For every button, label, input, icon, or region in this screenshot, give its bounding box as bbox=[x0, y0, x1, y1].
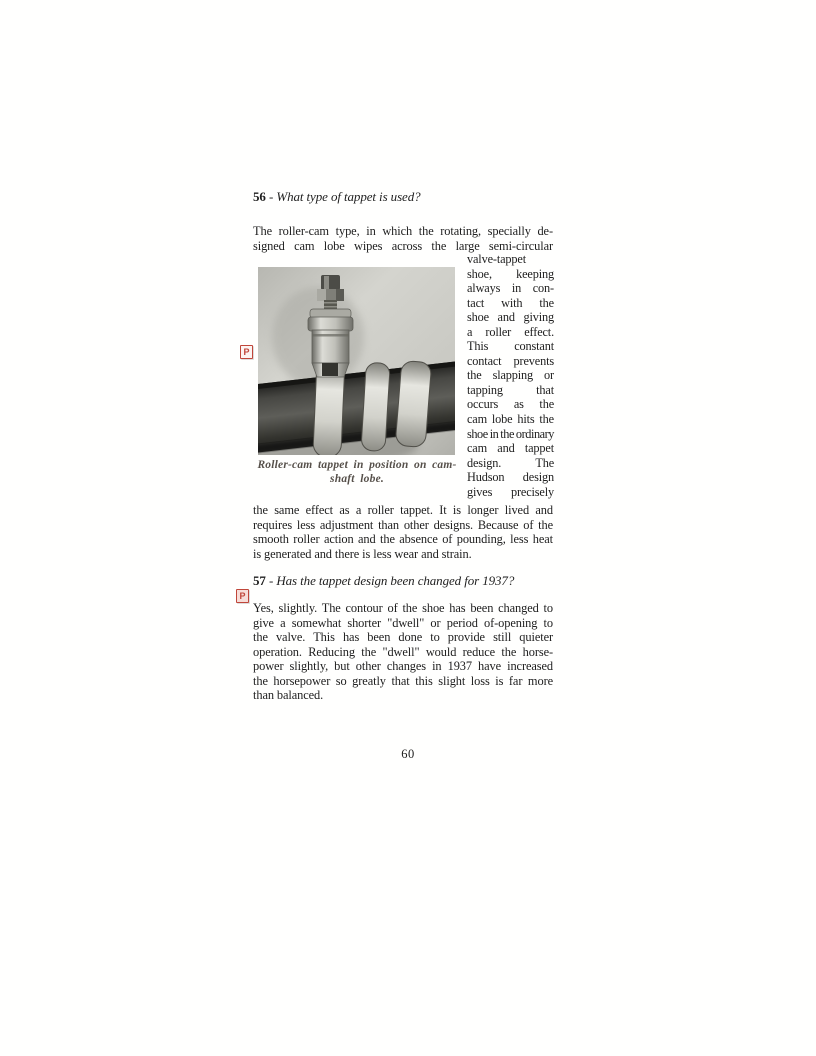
camshaft-tappet-photo bbox=[258, 267, 455, 455]
q56-closing-line: the same effect as a roller tappet. It is longer lived and bbox=[253, 503, 553, 517]
question-57-number: 57 bbox=[253, 573, 266, 588]
q57-answer-line: than balanced. bbox=[253, 688, 324, 703]
question-56-separator: - bbox=[268, 189, 274, 204]
q56-intro-line: The roller-cam type, in which the rotating, specially de- bbox=[253, 224, 553, 238]
q56-intro-line: signed cam lobe wipes across the large semi-circular bbox=[253, 238, 553, 253]
q56-column-line: Hudson design bbox=[467, 470, 554, 485]
q56-column-line: tapping that bbox=[467, 382, 554, 397]
q56-right-column-paragraph bbox=[467, 252, 554, 499]
q56-column-line: design. The bbox=[467, 455, 554, 470]
q56-closing-paragraph bbox=[253, 503, 553, 561]
q57-answer-line: the valve. This has been done to provide still quieter bbox=[253, 630, 553, 645]
question-57-text: Has the tappet design been changed for 1937? bbox=[276, 573, 515, 588]
q57-answer-line: give a somewhat shorter "dwell" or period of-opening to bbox=[253, 615, 553, 630]
question-56-text: What type of tappet is used? bbox=[276, 189, 421, 204]
q57-answer-line: the horsepower so greatly that this slight loss is far more bbox=[253, 673, 553, 688]
q56-column-line: valve-tappet bbox=[467, 252, 526, 266]
q56-closing-line: is generated and there is less wear and strain. bbox=[253, 546, 472, 561]
question-56-heading bbox=[253, 189, 421, 205]
q56-column-line: a roller effect. bbox=[467, 324, 554, 339]
q56-column-line: always in con- bbox=[467, 281, 554, 296]
q56-column-line: shoe in the ordinary bbox=[467, 426, 554, 441]
q56-column-line: gives precisely bbox=[467, 484, 554, 499]
q56-column-line: occurs as the bbox=[467, 397, 554, 412]
annotation-marker-p-1[interactable]: P bbox=[240, 345, 253, 359]
q56-column-line: the slapping or bbox=[467, 368, 554, 383]
roller-cam-photo-illustration bbox=[258, 267, 455, 455]
cam-lobe-2 bbox=[361, 362, 390, 451]
q57-answer-line: power slightly, but other changes in 1937 have increased bbox=[253, 659, 553, 674]
q56-column-line: shoe and giving bbox=[467, 310, 554, 325]
q56-column-line: cam and tappet bbox=[467, 441, 554, 456]
q56-intro-paragraph bbox=[253, 224, 553, 253]
q56-column-line: cam lobe hits the bbox=[467, 412, 554, 427]
q56-column-line: This constant bbox=[467, 339, 554, 354]
question-56-number: 56 bbox=[253, 189, 266, 204]
annotation-marker-p-2[interactable]: P bbox=[236, 589, 249, 603]
q56-column-line: tact with the bbox=[467, 295, 554, 310]
figure-caption bbox=[256, 458, 458, 486]
q56-column-line: contact prevents bbox=[467, 353, 554, 368]
q57-answer-line: Yes, slightly. The contour of the shoe has been changed to bbox=[253, 601, 553, 615]
figure-caption-line: Roller-cam tappet in position on cam- bbox=[257, 459, 457, 471]
figure-caption-line: shaft lobe. bbox=[330, 473, 384, 485]
question-57-heading bbox=[253, 573, 514, 589]
question-57-separator: - bbox=[268, 573, 274, 588]
q57-answer-paragraph bbox=[253, 601, 553, 703]
q56-closing-line: requires less adjustment than other designs. Because of the bbox=[253, 517, 553, 532]
q56-closing-line: smooth roller action and the absence of pounding, less heat bbox=[253, 532, 553, 547]
cam-lobe-3 bbox=[395, 360, 432, 447]
q56-column-line: shoe, keeping bbox=[467, 266, 554, 281]
q57-answer-line: operation. Reducing the "dwell" would reduce the horse- bbox=[253, 644, 553, 659]
page-number: 60 bbox=[401, 747, 415, 761]
